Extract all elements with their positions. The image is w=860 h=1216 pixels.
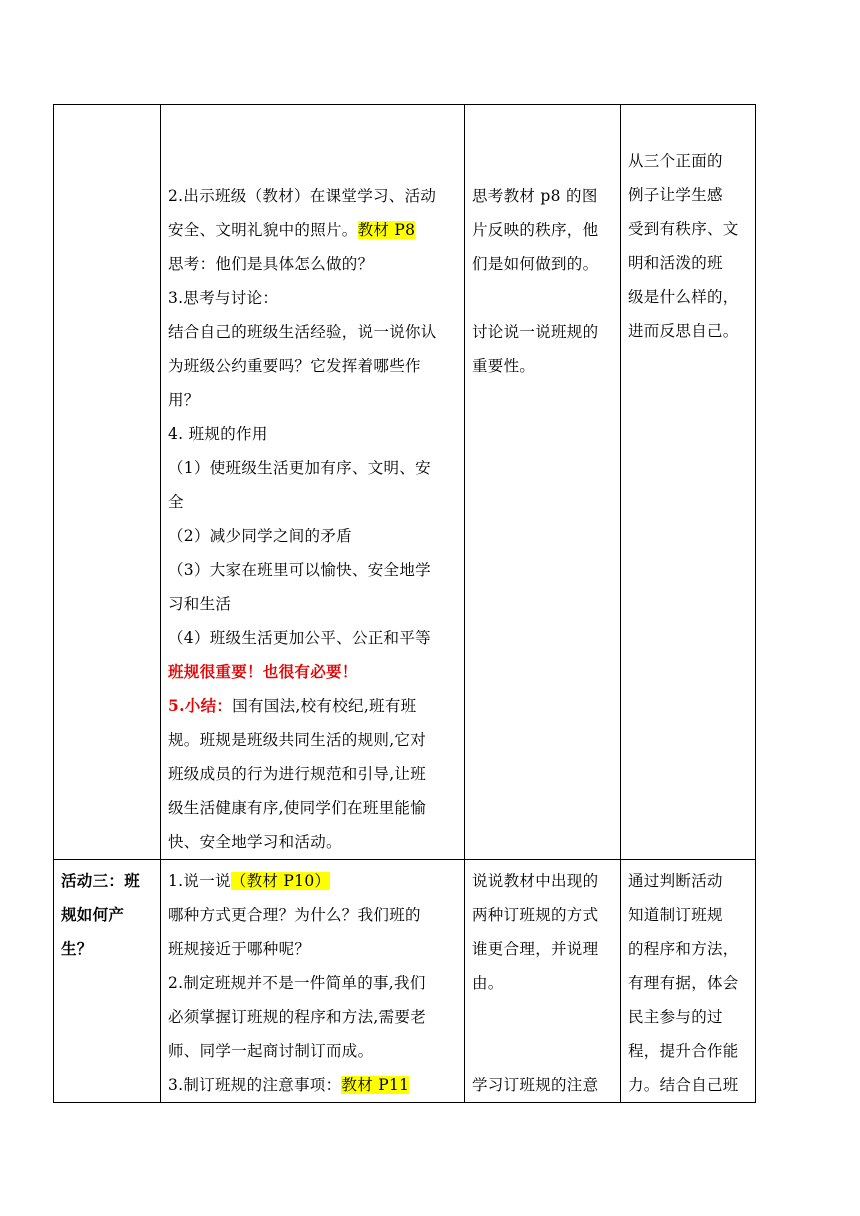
text-line: 4. 班规的作用 bbox=[168, 425, 268, 443]
text-line: 规。班规是班级共同生活的规则,它对 bbox=[168, 731, 427, 749]
text-line: 有理有据，体会 bbox=[628, 974, 739, 992]
text-line: 片反映的秩序，他 bbox=[472, 221, 599, 239]
text-line: 为班级公约重要吗？它发挥着哪些作 bbox=[168, 357, 421, 375]
text-line: 例子让学生感 bbox=[628, 186, 723, 204]
table-row bbox=[54, 105, 756, 860]
emphasis-line: 班规很重要！也很有必要！ bbox=[168, 662, 358, 681]
text-line: 3.思考与讨论： bbox=[168, 289, 279, 307]
text-line: 进而反思自己。 bbox=[628, 322, 739, 340]
text-line: 师、同学一起商讨制订而成。 bbox=[168, 1042, 374, 1060]
text-line: 1.说一说（教材 P10） bbox=[168, 872, 331, 890]
lesson-plan-table bbox=[53, 104, 756, 1103]
text-line: 力。结合自己班 bbox=[628, 1076, 739, 1094]
text-line: （1）使班级生活更加有序、文明、安 bbox=[168, 459, 431, 477]
text-line: 知道制订班规 bbox=[628, 906, 723, 924]
text-line: 学习订班规的注意 bbox=[472, 1076, 599, 1094]
text-line: 生？ bbox=[61, 939, 93, 958]
text-line: 结合自己的班级生活经验，说一说你认 bbox=[168, 323, 437, 341]
text-line: 习和生活 bbox=[168, 595, 232, 613]
text-line: 从三个正面的 bbox=[628, 152, 723, 170]
text-line: 班级成员的行为进行规范和引导,让班 bbox=[168, 765, 427, 783]
text-line: 谁更合理，并说理 bbox=[472, 940, 599, 958]
text-line: 级生活健康有序,使同学们在班里能愉 bbox=[168, 799, 427, 817]
text-line: 明和活泼的班 bbox=[628, 254, 723, 272]
text-line: 的程序和方法， bbox=[628, 940, 739, 958]
text-line: 用？ bbox=[168, 391, 200, 409]
activity-title-cell bbox=[54, 860, 161, 1103]
text-line: 由。 bbox=[472, 974, 504, 992]
text-line: 班规接近于哪种呢？ bbox=[168, 940, 311, 958]
text-line: 重要性。 bbox=[472, 357, 536, 375]
textbook-highlight: （教材 P10） bbox=[230, 872, 331, 890]
text-line: 3.制订班规的注意事项：教材 P11 bbox=[168, 1076, 410, 1094]
text-line: 讨论说一说班规的 bbox=[472, 323, 599, 341]
text-line: 哪种方式更合理？为什么？我们班的 bbox=[168, 906, 421, 924]
activity-cell-empty bbox=[54, 105, 161, 860]
text-line: 思考：他们是具体怎么做的？ bbox=[168, 255, 374, 273]
summary-line: 5.小结：国有国法,校有校纪,班有班 bbox=[168, 696, 417, 715]
text-line: 级是什么样的， bbox=[628, 288, 739, 306]
student-activity-cell bbox=[465, 105, 621, 860]
text-line: 快、安全地学习和活动。 bbox=[168, 833, 342, 851]
text-line: 思考教材 p8 的图 bbox=[472, 187, 598, 205]
text-line: 说说教材中出现的 bbox=[472, 872, 599, 890]
textbook-highlight: 教材 P8 bbox=[357, 221, 416, 239]
text-line: 通过判断活动 bbox=[628, 872, 723, 890]
text-line: 规如何产 bbox=[61, 905, 125, 924]
text-line: 全 bbox=[168, 493, 184, 511]
text-line: （2）减少同学之间的矛盾 bbox=[168, 527, 352, 545]
text-line: 必须掌握订班规的程序和方法,需要老 bbox=[168, 1008, 427, 1026]
text-line: （3）大家在班里可以愉快、安全地学 bbox=[168, 561, 431, 579]
text-line: 程，提升合作能 bbox=[628, 1042, 739, 1060]
text-line: 们是如何做到的。 bbox=[472, 255, 599, 273]
text-line: 受到有秩序、文 bbox=[628, 220, 739, 238]
textbook-highlight: 教材 P11 bbox=[341, 1076, 410, 1094]
design-intent-cell bbox=[621, 105, 756, 860]
table-row bbox=[54, 860, 756, 1103]
text-line: （4）班级生活更加公平、公正和平等 bbox=[168, 629, 431, 647]
design-intent-cell bbox=[621, 860, 756, 1103]
teacher-activity-cell bbox=[161, 105, 465, 860]
text-line: 2.出示班级（教材）在课堂学习、活动 bbox=[168, 187, 437, 205]
text-line: 民主参与的过 bbox=[628, 1008, 723, 1026]
text-line: 安全、文明礼貌中的照片。教材 P8 bbox=[168, 221, 416, 239]
text-line: 活动三：班 bbox=[61, 871, 141, 890]
text-line: 两种订班规的方式 bbox=[472, 906, 599, 924]
text-line: 2.制定班规并不是一件简单的事,我们 bbox=[168, 974, 426, 992]
teacher-activity-cell bbox=[161, 860, 465, 1103]
student-activity-cell bbox=[465, 860, 621, 1103]
